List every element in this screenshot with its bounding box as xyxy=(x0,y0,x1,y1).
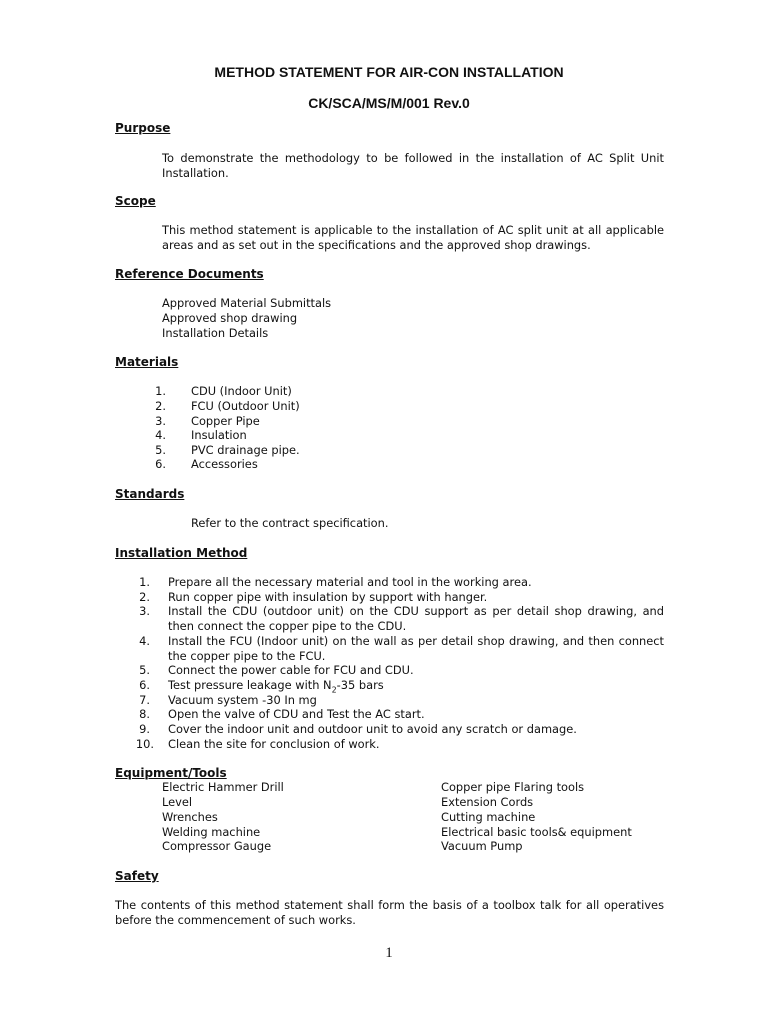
step-number: 3. xyxy=(139,604,150,618)
material-number: 1. xyxy=(155,384,166,398)
installation-step: Run copper pipe with insulation by support with hanger. xyxy=(168,590,488,604)
reference-documents-heading: Reference Documents xyxy=(115,267,264,281)
material-number: 5. xyxy=(155,443,166,457)
standards-heading: Standards xyxy=(115,487,185,501)
installation-step: Prepare all the necessary material and tool in the working area. xyxy=(168,575,532,589)
reference-document-item: Approved Material Submittals xyxy=(162,296,332,310)
reference-document-item: Installation Details xyxy=(162,326,269,340)
material-item: Accessories xyxy=(191,457,258,471)
material-number: 2. xyxy=(155,399,166,413)
purpose-text: To demonstrate the methodology to be followed in the installation of AC Split Unit Installation. xyxy=(162,151,664,180)
standards-text: Refer to the contract specification. xyxy=(191,516,389,530)
purpose-heading: Purpose xyxy=(115,121,171,135)
material-item: Copper Pipe xyxy=(191,414,260,428)
equipment-item: Vacuum Pump xyxy=(441,839,523,853)
material-item: CDU (Indoor Unit) xyxy=(191,384,292,398)
reference-document-item: Approved shop drawing xyxy=(162,311,298,325)
equipment-item: Level xyxy=(162,795,193,809)
equipment-item: Cutting machine xyxy=(441,810,536,824)
material-item: FCU (Outdoor Unit) xyxy=(191,399,300,413)
step-number: 2. xyxy=(139,590,150,604)
safety-heading: Safety xyxy=(115,869,159,883)
equipment-tools-heading: Equipment/Tools xyxy=(115,766,227,780)
equipment-item: Welding machine xyxy=(162,825,261,839)
step-number: 5. xyxy=(139,663,150,677)
document-title: METHOD STATEMENT FOR AIR-CON INSTALLATION xyxy=(214,64,564,80)
equipment-item: Copper pipe Flaring tools xyxy=(441,780,585,794)
step-number: 9. xyxy=(139,722,150,736)
step-text-pre: Test pressure leakage with N xyxy=(168,678,332,692)
step-number: 6. xyxy=(139,678,150,692)
page-number: 1 xyxy=(385,945,393,961)
material-item: Insulation xyxy=(191,428,247,442)
installation-step: Install the CDU (outdoor unit) on the CDU support as per detail shop drawing, and then connect the copper pipe to the CDU. xyxy=(168,604,664,633)
installation-step: Vacuum system -30 In mg xyxy=(168,693,317,707)
step-number: 8. xyxy=(139,707,150,721)
scope-heading: Scope xyxy=(115,194,156,208)
step-number: 10. xyxy=(135,737,154,751)
scope-text: This method statement is applicable to the installation of AC split unit at all applicable areas and as set out in the specifications and the approved shop drawings. xyxy=(162,223,664,252)
installation-method-heading: Installation Method xyxy=(115,546,248,560)
installation-step: Open the valve of CDU and Test the AC start. xyxy=(168,707,425,721)
installation-step: Connect the power cable for FCU and CDU. xyxy=(168,663,414,677)
step-number: 4. xyxy=(139,634,150,648)
material-number: 4. xyxy=(155,428,166,442)
materials-heading: Materials xyxy=(115,355,179,369)
installation-step: Install the FCU (Indoor unit) on the wall as per detail shop drawing, and then connect the copper pipe to the FCU. xyxy=(168,634,664,663)
step-text-post: -35 bars xyxy=(336,678,384,692)
installation-step: Clean the site for conclusion of work. xyxy=(168,737,380,751)
material-item: PVC drainage pipe. xyxy=(191,443,300,457)
safety-text: The contents of this method statement shall form the basis of a toolbox talk for all operatives before the commencement of such works. xyxy=(115,898,664,927)
step-number: 7. xyxy=(139,693,150,707)
material-number: 6. xyxy=(155,457,166,471)
equipment-item: Electric Hammer Drill xyxy=(162,780,284,794)
installation-step: Cover the indoor unit and outdoor unit to avoid any scratch or damage. xyxy=(168,722,577,736)
step-text-subscript: 2 xyxy=(331,685,337,695)
material-number: 3. xyxy=(155,414,166,428)
equipment-item: Wrenches xyxy=(162,810,218,824)
equipment-item: Electrical basic tools& equipment xyxy=(441,825,632,839)
step-number: 1. xyxy=(139,575,150,589)
document-reference: CK/SCA/MS/M/001 Rev.0 xyxy=(308,95,470,111)
equipment-item: Extension Cords xyxy=(441,795,534,809)
equipment-item: Compressor Gauge xyxy=(162,839,272,853)
